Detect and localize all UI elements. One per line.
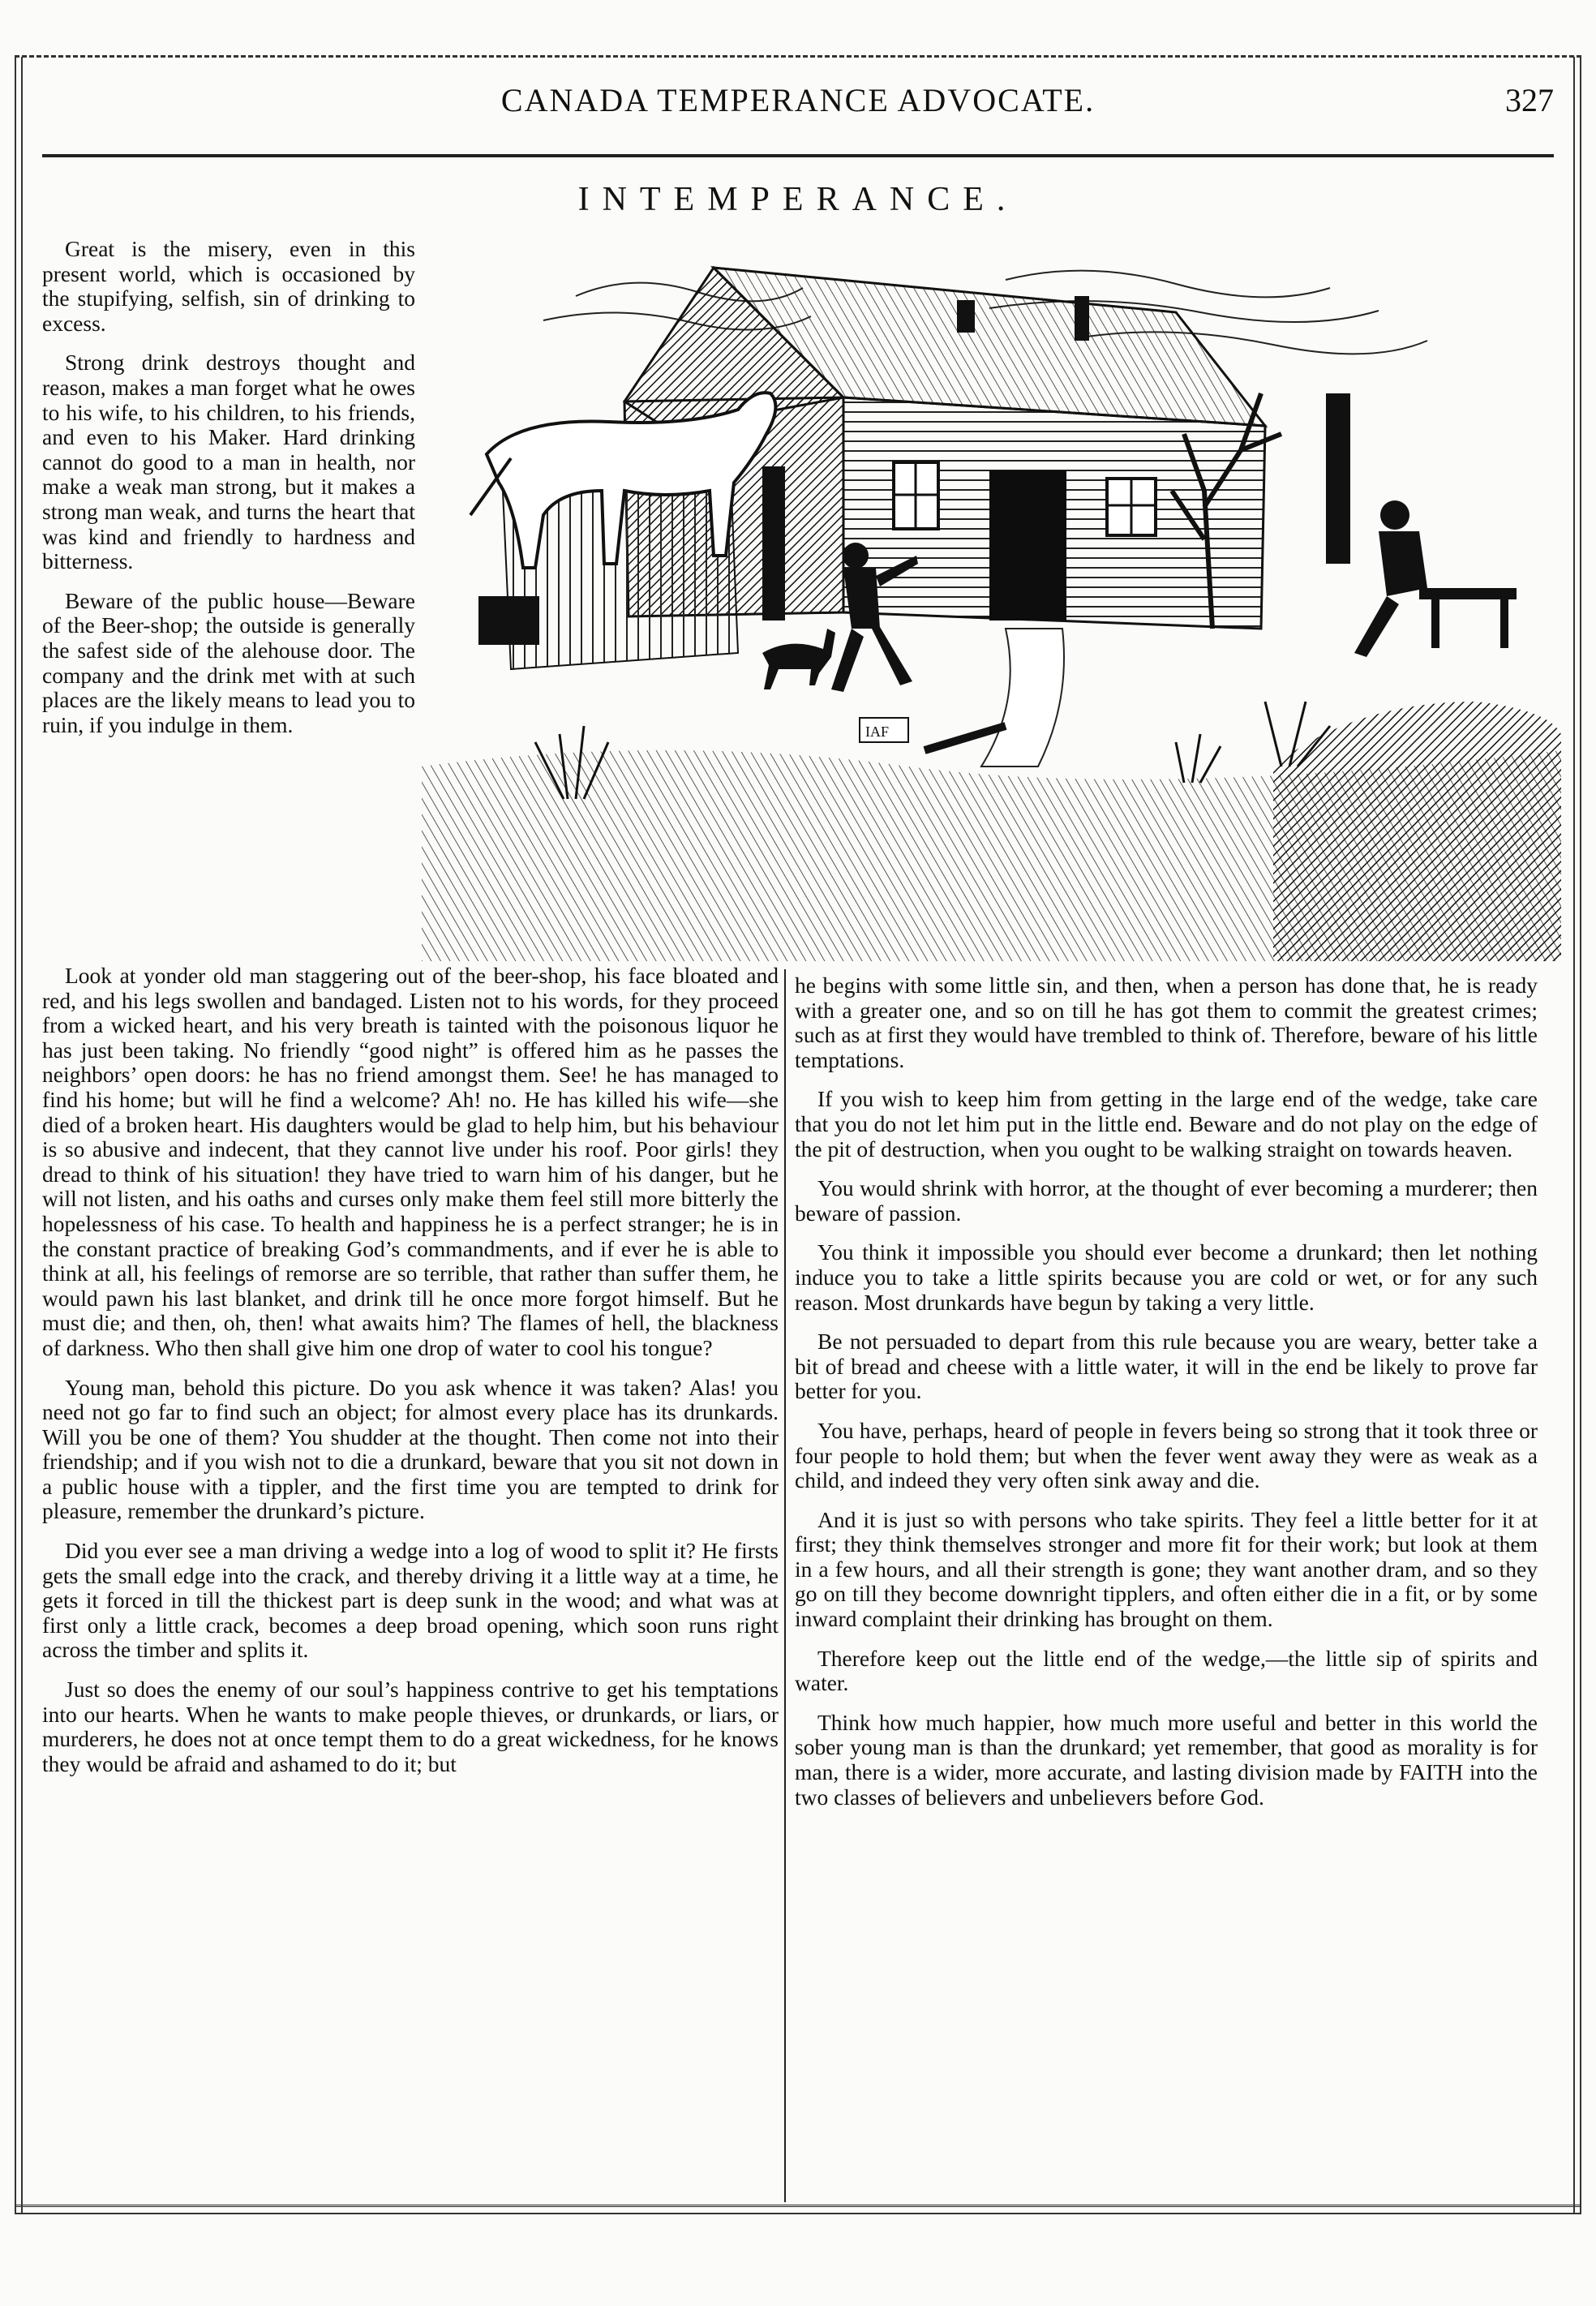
journal-title: CANADA TEMPERANCE ADVOCATE. — [500, 82, 1096, 118]
dirt-path — [981, 629, 1064, 767]
intro-column — [42, 237, 415, 752]
body-paragraph: And it is just so with persons who take spirits. They feel a little better for it at first; they think themselves stronger and more fit for their work; but look at them in a few hours, and all their strength is gone; they want another dram, and so they go on till they become downright tipplers, and often either die in a fit, or by some inward complaint their drinking has brought on them. — [795, 1506, 1538, 1632]
article-title: INTEMPERANCE. — [577, 181, 1019, 218]
illustration-label: IAF — [865, 724, 890, 740]
intro-paragraph: Strong drink destroys thought and reason, makes a man forget what he owes to his wife, to his children, to his friends, and even to his Maker. Hard drinking cannot do good to a man in health, nor make a weak man strong, but it makes a strong man weak, and turns the heart that was kind and friendly to hardness and bitterness. — [42, 350, 415, 574]
page-header — [42, 81, 1554, 130]
page-number: 327 — [1505, 82, 1554, 118]
seated-figure — [1354, 500, 1517, 657]
column-divider — [784, 969, 786, 2202]
body-paragraph: he begins with some little sin, and then, when a person has done that, he is ready with a greater one, and so on till he has got them to commit the greatest crimes; such as at first they would have trembled to think of. Therefore, beware of his little temptations. — [795, 973, 1538, 1072]
body-paragraph: You have, perhaps, heard of people in fevers being so strong that it took three or four people to hold them; but when the fever went away they were as weak as a child, and indeed they very often sink away and die. — [795, 1417, 1538, 1493]
basket — [478, 596, 539, 645]
right-border-rule-inner — [1573, 57, 1575, 2214]
body-paragraph: You would shrink with horror, at the thought of ever becoming a murderer; then beware of passion. — [795, 1175, 1538, 1226]
intro-paragraph: Beware of the public house—Beware of the Beer-shop; the outside is generally the safest side of the alehouse door. The company and the drink met with at such places are the likely means to lead you to ruin, if you indulge in them. — [42, 587, 415, 737]
dog — [762, 629, 835, 689]
left-border-rule-inner — [21, 57, 23, 2214]
top-border-rule — [15, 55, 1581, 58]
body-paragraph: Just so does the enemy of our soul’s happiness contrive to get his temptations into our hearts. When he wants to make people thieves, or drunkards, or liars, or murderers, he does not at once tempt them to do a great wickedness, for he knows they would be afraid and ashamed to do it; but — [42, 1677, 779, 1776]
body-paragraph: Did you ever see a man driving a wedge into a log of wood to split it? He firsts gets the small edge into the crack, and thereby driving it a little way at a time, he gets it forced in till the thickest part is deep sunk in the wood; and what was at first only a little crack, becomes a deep broad opening, which soon runs right across the timber and splits it. — [42, 1538, 779, 1663]
left-border-rule — [15, 57, 16, 2214]
bottom-border-rule-2 — [15, 2213, 1581, 2214]
body-paragraph: Young man, behold this picture. Do you ask whence it was taken? Alas! you need not go far to find such an object; for almost every place has its drunkards. Will you be one of them? You shudder at the thought. Then come not into their friendship; and if you wish not to die a drunkard, beware that you sit not down in a public house with a tippler, and the first time you are tempted to drink for pleasure, remember the drunkard’s picture. — [42, 1374, 779, 1524]
body-paragraph: Think how much happier, how much more useful and better in this world the sober young man is than the drunkard; yet remember, that good as morality is for man, there is a wider, more accurate, and lasting division made by FAITH into the two classes of believers and unbelievers before God. — [795, 1709, 1538, 1810]
intro-paragraph: Great is the misery, even in this present world, which is occasioned by the stupifying, selfish, sin of drinking to excess. — [42, 236, 415, 336]
body-paragraph: If you wish to keep him from getting in the large end of the wedge, take care that you do not let him put in the little end. Beware and do not play on the edge of the pit of destruction, when you ought to be walking straight on towards heaven. — [795, 1086, 1538, 1162]
body-paragraph: You think it impossible you should ever become a drunkard; then let nothing induce you to take a little spirits because you are cold or wet, or for any such reason. Most drunkards have begun by taking a very little. — [795, 1239, 1538, 1315]
bottom-border-rule — [15, 2205, 1581, 2207]
right-border-rule — [1580, 57, 1581, 2214]
body-paragraph: Look at yonder old man staggering out of the beer-shop, his face bloated and red, and his legs swollen and bandaged. Listen not to his words, for they proceed from a wicked heart, and his very breath is tainted with the poisonous liquor he has just been taking. No friendly “good night” is offered him as he passes the neighbors’ open doors: he has no friend amongst them. See! he has managed to find his home; but will he find a welcome? Ah! no. He has killed his wife—she died of a broken heart. His daughters would be glad to help him, but his behaviour is so abusive and indecent, that they cannot live under his roof. Poor girls! they dread to think of his situation! they have tried to warn him of his danger, but he will not listen, and his oaths and curses only make them feel still more bitterly the hopelessness of his case. To health and happiness he is a perfect stranger; he is in the constant practice of breaking God’s commandments, and if ever he is able to think at all, his feelings of remorse are so terrible, that rather than suffer them, he would pawn his last blanket, and drink till he once more forgot himself. But he must die; and then, oh, then! what awaits him? The flames of hell, the blackness of darkness. Who then shall give him one drop of water to cool his tongue? — [42, 963, 779, 1360]
left-column — [42, 964, 779, 1791]
right-column — [795, 973, 1538, 1824]
body-paragraph: Therefore keep out the little end of the wedge,—the little sip of spirits and water. — [795, 1645, 1538, 1696]
woodcut-illustration — [422, 247, 1561, 961]
header-rule — [42, 154, 1554, 157]
body-paragraph: Be not persuaded to depart from this rule because you are weary, better take a bit of bread and cheese with a little water, it will in the end be likely to prove far better for you. — [795, 1329, 1538, 1404]
